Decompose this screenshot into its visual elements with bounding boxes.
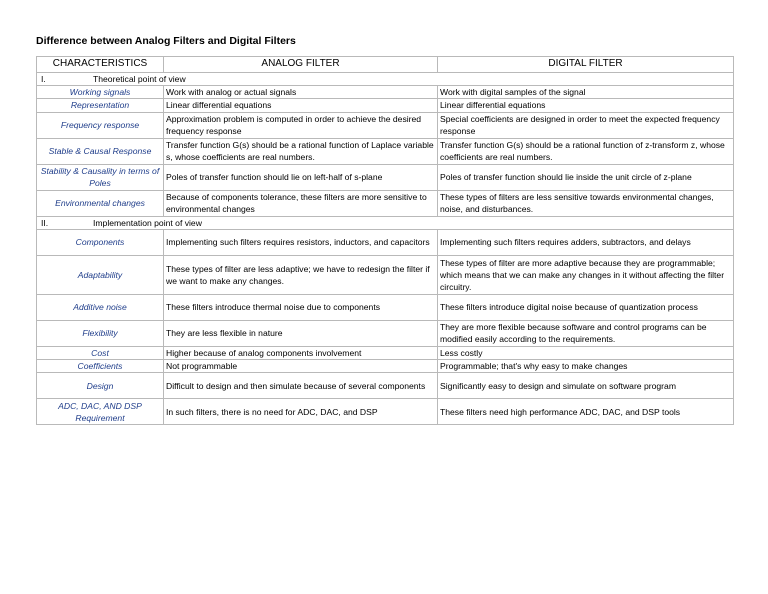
table-row	[37, 373, 734, 399]
digital-cell: These filters introduce digital noise because of quantization process	[438, 294, 734, 320]
analog-cell: These filters introduce thermal noise due to components	[164, 294, 438, 320]
characteristic-cell: Stable & Causal Response	[37, 138, 164, 164]
characteristic-cell: Working signals	[37, 86, 164, 99]
digital-cell: These types of filter are more adaptive because they are programmable; which means that we can make any changes in it without affecting the filter circuitry.	[438, 255, 734, 294]
analog-cell: Difficult to design and then simulate because of several components	[164, 373, 438, 399]
characteristic-cell: Environmental changes	[37, 190, 164, 216]
table-row	[37, 112, 734, 138]
characteristic-cell: Coefficients	[37, 360, 164, 373]
characteristic-cell: Stability & Causality in terms of Poles	[37, 164, 164, 190]
digital-cell: Significantly easy to design and simulate on software program	[438, 373, 734, 399]
characteristic-cell: Flexibility	[37, 320, 164, 346]
analog-cell: Higher because of analog components involvement	[164, 346, 438, 359]
table-row	[37, 399, 734, 425]
analog-cell: Implementing such filters requires resistors, inductors, and capacitors	[164, 229, 438, 255]
table-row	[37, 229, 734, 255]
digital-cell: Work with digital samples of the signal	[438, 86, 734, 99]
section-title: Implementation point of view	[93, 217, 202, 228]
header-analog-filter: ANALOG FILTER	[164, 57, 438, 73]
section-heading	[37, 216, 734, 229]
digital-cell: Programmable; that's why easy to make changes	[438, 360, 734, 373]
digital-cell: Transfer function G(s) should be a rational function of z-transform z, whose coefficients are real numbers.	[438, 138, 734, 164]
table-row	[37, 346, 734, 359]
characteristic-cell: Representation	[37, 99, 164, 112]
digital-cell: They are more flexible because software and control programs can be modified easily according to the requirements.	[438, 320, 734, 346]
analog-cell: They are less flexible in nature	[164, 320, 438, 346]
digital-cell: These filters need high performance ADC, DAC, and DSP tools	[438, 399, 734, 425]
table-row	[37, 99, 734, 112]
characteristic-cell: Components	[37, 229, 164, 255]
digital-cell: Implementing such filters requires adders, subtractors, and delays	[438, 229, 734, 255]
table-row	[37, 138, 734, 164]
section-row	[37, 216, 734, 229]
analog-cell: Not programmable	[164, 360, 438, 373]
digital-cell: Linear differential equations	[438, 99, 734, 112]
analog-cell: Approximation problem is computed in order to achieve the desired frequency response	[164, 112, 438, 138]
characteristic-cell: Additive noise	[37, 294, 164, 320]
section-title: Theoretical point of view	[93, 74, 186, 84]
table-row	[37, 360, 734, 373]
digital-cell: Poles of transfer function should lie inside the unit circle of z-plane	[438, 164, 734, 190]
table-row	[37, 190, 734, 216]
section-number: II.	[41, 217, 49, 228]
section-row	[37, 73, 734, 86]
analog-cell: Work with analog or actual signals	[164, 86, 438, 99]
table-row	[37, 255, 734, 294]
section-heading	[37, 73, 734, 86]
table-row	[37, 86, 734, 99]
characteristic-cell: Design	[37, 373, 164, 399]
characteristic-cell: Cost	[37, 346, 164, 359]
analog-cell: Poles of transfer function should lie on left-half of s-plane	[164, 164, 438, 190]
analog-cell: These types of filter are less adaptive; we have to redesign the filter if we want to make any changes.	[164, 255, 438, 294]
characteristic-cell: ADC, DAC, AND DSP Requirement	[37, 399, 164, 425]
analog-cell: Linear differential equations	[164, 99, 438, 112]
characteristic-cell: Adaptability	[37, 255, 164, 294]
table-row	[37, 294, 734, 320]
digital-cell: Special coefficients are designed in order to meet the expected frequency response	[438, 112, 734, 138]
analog-cell: In such filters, there is no need for ADC, DAC, and DSP	[164, 399, 438, 425]
analog-cell: Transfer function G(s) should be a rational function of Laplace variable s, whose coefficients are real numbers.	[164, 138, 438, 164]
document-title: Difference between Analog Filters and Digital Filters	[36, 35, 296, 47]
digital-cell: Less costly	[438, 346, 734, 359]
section-number: I.	[41, 74, 46, 84]
header-characteristics: CHARACTERISTICS	[37, 57, 164, 73]
digital-cell: These types of filters are less sensitive towards environmental changes, noise, and disturbances.	[438, 190, 734, 216]
header-digital-filter: DIGITAL FILTER	[438, 57, 734, 73]
analog-cell: Because of components tolerance, these filters are more sensitive to environmental changes	[164, 190, 438, 216]
comparison-table	[36, 56, 734, 425]
table-row	[37, 320, 734, 346]
header-row	[37, 57, 734, 73]
table-row	[37, 164, 734, 190]
characteristic-cell: Frequency response	[37, 112, 164, 138]
